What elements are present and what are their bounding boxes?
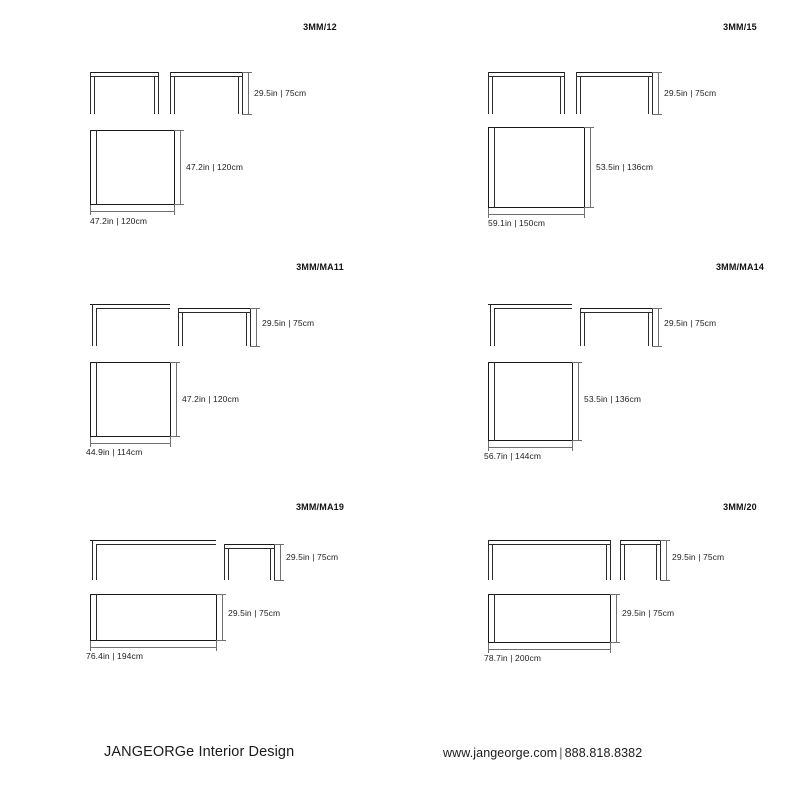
width-dim-tick-right: [170, 437, 171, 447]
product-code: 3MM/12: [303, 22, 337, 32]
plan-right: [584, 127, 585, 208]
side-leg-right: [660, 540, 661, 580]
product-code: 3MM/MA19: [295, 502, 345, 512]
product-block-3mm-20: [420, 490, 780, 730]
height-dim-tick-bottom: [660, 580, 670, 581]
side-leg-right-inner: [238, 76, 239, 114]
elevation-leg-left-inner: [96, 544, 97, 580]
elevation-leg-left-inner: [94, 76, 95, 114]
depth-dim-line: [180, 130, 181, 205]
depth-dim-tick-top: [174, 130, 184, 131]
plan-left: [488, 594, 489, 643]
side-leg-left: [620, 540, 621, 580]
elevation-leg-right: [610, 540, 611, 580]
elevation-leg-left-inner: [492, 544, 493, 580]
depth-dim-line: [578, 362, 579, 441]
width-dim-label: 76.4in | 194cm: [86, 651, 144, 661]
side-top-edge: [170, 72, 242, 73]
plan-inner-seam: [96, 362, 97, 437]
side-leg-left: [576, 72, 577, 114]
plan-left: [90, 362, 91, 437]
elevation-leg-right: [564, 72, 565, 114]
depth-dim-tick-bottom: [174, 204, 184, 205]
website-link[interactable]: www.jangeorge.com: [443, 746, 558, 760]
width-dim-line: [488, 649, 610, 650]
width-dim-tick-right: [610, 643, 611, 653]
height-dim-line: [256, 308, 257, 346]
plan-right: [572, 362, 573, 441]
product-block-3mm-ma14: [420, 250, 780, 490]
width-dim-line: [90, 211, 174, 212]
width-dim-tick-left: [488, 441, 489, 451]
height-dim-tick-top: [242, 72, 252, 73]
elevation-leg-right-inner: [154, 76, 155, 114]
elevation-apron: [494, 308, 572, 309]
plan-right: [610, 594, 611, 643]
elevation-top-edge: [488, 540, 610, 541]
elevation-apron: [96, 544, 216, 545]
plan-right: [170, 362, 171, 437]
depth-dim-label: 47.2in | 120cm: [186, 162, 244, 172]
width-dim-line: [90, 647, 216, 648]
depth-dim-tick-top: [584, 127, 594, 128]
phone-number[interactable]: 888.818.8382: [564, 746, 643, 760]
plan-top: [90, 362, 170, 363]
width-dim-label: 78.7in | 200cm: [484, 653, 542, 663]
plan-left: [488, 362, 489, 441]
side-leg-right: [242, 72, 243, 114]
elevation-leg-left-inner: [494, 308, 495, 346]
plan-top: [488, 594, 610, 595]
plan-left: [90, 130, 91, 205]
product-block-3mm-12: [30, 10, 390, 250]
plan-bottom: [90, 640, 216, 641]
elevation-top-edge: [90, 540, 216, 541]
width-dim-line: [90, 443, 170, 444]
height-dim-tick-bottom: [250, 346, 260, 347]
plan-inner-seam: [96, 594, 97, 641]
side-leg-right: [274, 544, 275, 580]
width-dim-tick-right: [174, 205, 175, 215]
depth-dim-label: 53.5in | 136cm: [596, 162, 654, 172]
height-dim-line: [248, 72, 249, 114]
depth-dim-label: 47.2in | 120cm: [182, 394, 240, 404]
plan-bottom: [488, 642, 610, 643]
depth-dim-tick-bottom: [572, 440, 582, 441]
product-block-3mm-ma19: [30, 490, 390, 730]
plan-right: [174, 130, 175, 205]
plan-left: [488, 127, 489, 208]
plan-inner-seam: [494, 362, 495, 441]
width-dim-label: 47.2in | 120cm: [90, 216, 148, 226]
product-code: 3MM/20: [723, 502, 757, 512]
plan-right: [216, 594, 217, 641]
elevation-leg-left: [490, 304, 491, 346]
side-leg-left-inner: [228, 548, 229, 580]
depth-dim-tick-bottom: [216, 640, 226, 641]
side-leg-left-inner: [584, 312, 585, 346]
height-dim-label: 29.5in | 75cm: [664, 88, 717, 98]
side-apron: [178, 312, 250, 313]
width-dim-label: 44.9in | 114cm: [86, 447, 143, 457]
height-dim-label: 29.5in | 75cm: [672, 552, 725, 562]
width-dim-line: [488, 214, 584, 215]
elevation-apron: [488, 544, 610, 545]
elevation-leg-right-inner: [606, 544, 607, 580]
width-dim-tick-left: [488, 643, 489, 653]
side-apron: [620, 544, 660, 545]
depth-dim-label: 29.5in | 75cm: [228, 608, 281, 618]
plan-bottom: [488, 207, 584, 208]
elevation-leg-right-inner: [560, 76, 561, 114]
depth-dim-label: 53.5in | 136cm: [584, 394, 642, 404]
width-dim-tick-left: [488, 208, 489, 218]
elevation-apron: [90, 76, 158, 77]
plan-top: [90, 130, 174, 131]
width-dim-tick-right: [216, 641, 217, 651]
side-leg-right-inner: [648, 312, 649, 346]
plan-top: [90, 594, 216, 595]
side-leg-left: [178, 308, 179, 346]
side-leg-right-inner: [656, 544, 657, 580]
side-apron: [170, 76, 242, 77]
elevation-top-edge: [90, 72, 158, 73]
height-dim-tick-bottom: [242, 114, 252, 115]
height-dim-tick-bottom: [652, 114, 662, 115]
side-top-edge: [620, 540, 660, 541]
side-leg-right-inner: [270, 548, 271, 580]
product-block-3mm-ma11: [30, 250, 390, 490]
depth-dim-line: [590, 127, 591, 208]
elevation-leg-left: [488, 540, 489, 580]
height-dim-line: [658, 308, 659, 346]
width-dim-tick-right: [572, 441, 573, 451]
side-apron: [576, 76, 652, 77]
elevation-leg-left: [92, 304, 93, 346]
width-dim-tick-left: [90, 641, 91, 651]
depth-dim-tick-bottom: [170, 436, 180, 437]
width-dim-label: 59.1in | 150cm: [488, 218, 546, 228]
elevation-leg-left: [488, 72, 489, 114]
height-dim-tick-bottom: [274, 580, 284, 581]
side-leg-right-inner: [648, 76, 649, 114]
product-block-3mm-15: [420, 10, 780, 250]
elevation-leg-left-inner: [492, 76, 493, 114]
plan-top: [488, 362, 572, 363]
side-top-edge: [576, 72, 652, 73]
height-dim-tick-top: [274, 544, 284, 545]
side-leg-left-inner: [624, 544, 625, 580]
elevation-leg-left: [92, 540, 93, 580]
side-leg-left: [224, 544, 225, 580]
plan-inner-seam: [96, 130, 97, 205]
side-leg-left: [170, 72, 171, 114]
side-top-edge: [224, 544, 274, 545]
contact-info: [443, 746, 642, 760]
side-apron: [224, 548, 274, 549]
side-leg-left: [580, 308, 581, 346]
plan-left: [90, 594, 91, 641]
elevation-top-edge: [488, 72, 564, 73]
plan-bottom: [488, 440, 572, 441]
product-code: 3MM/MA14: [715, 262, 765, 272]
depth-dim-line: [616, 594, 617, 643]
height-dim-tick-top: [250, 308, 260, 309]
width-dim-line: [488, 447, 572, 448]
depth-dim-line: [176, 362, 177, 437]
height-dim-label: 29.5in | 75cm: [262, 318, 315, 328]
footer: [0, 744, 800, 766]
elevation-apron: [96, 308, 170, 309]
side-leg-right: [652, 72, 653, 114]
height-dim-tick-top: [660, 540, 670, 541]
elevation-top-edge: [90, 304, 170, 305]
plan-bottom: [90, 436, 170, 437]
side-apron: [580, 312, 652, 313]
height-dim-line: [666, 540, 667, 580]
side-leg-right-inner: [246, 312, 247, 346]
width-dim-label: 56.7in | 144cm: [484, 451, 542, 461]
product-code: 3MM/15: [723, 22, 757, 32]
depth-dim-tick-top: [572, 362, 582, 363]
elevation-apron: [488, 76, 564, 77]
height-dim-line: [280, 544, 281, 580]
side-top-edge: [580, 308, 652, 309]
side-leg-right: [652, 308, 653, 346]
elevation-leg-left: [90, 72, 91, 114]
side-leg-left-inner: [174, 76, 175, 114]
height-dim-tick-bottom: [652, 346, 662, 347]
plan-top: [488, 127, 584, 128]
side-top-edge: [178, 308, 250, 309]
side-leg-right: [250, 308, 251, 346]
elevation-top-edge: [488, 304, 572, 305]
depth-dim-tick-top: [170, 362, 180, 363]
side-leg-left-inner: [580, 76, 581, 114]
depth-dim-label: 29.5in | 75cm: [622, 608, 675, 618]
height-dim-label: 29.5in | 75cm: [254, 88, 307, 98]
depth-dim-tick-bottom: [584, 207, 594, 208]
height-dim-tick-top: [652, 72, 662, 73]
depth-dim-tick-top: [610, 594, 620, 595]
width-dim-tick-left: [90, 437, 91, 447]
contact-separator: |: [559, 746, 563, 760]
elevation-leg-left-inner: [96, 308, 97, 346]
height-dim-line: [658, 72, 659, 114]
height-dim-label: 29.5in | 75cm: [664, 318, 717, 328]
elevation-leg-right: [158, 72, 159, 114]
height-dim-label: 29.5in | 75cm: [286, 552, 339, 562]
depth-dim-line: [222, 594, 223, 641]
height-dim-tick-top: [652, 308, 662, 309]
plan-bottom: [90, 204, 174, 205]
side-leg-left-inner: [182, 312, 183, 346]
depth-dim-tick-top: [216, 594, 226, 595]
width-dim-tick-right: [584, 208, 585, 218]
depth-dim-tick-bottom: [610, 642, 620, 643]
plan-inner-seam: [494, 594, 495, 643]
brand-name: JANGEORGe Interior Design: [104, 744, 295, 760]
product-code: 3MM/MA11: [296, 262, 344, 272]
plan-inner-seam: [494, 127, 495, 208]
width-dim-tick-left: [90, 205, 91, 215]
